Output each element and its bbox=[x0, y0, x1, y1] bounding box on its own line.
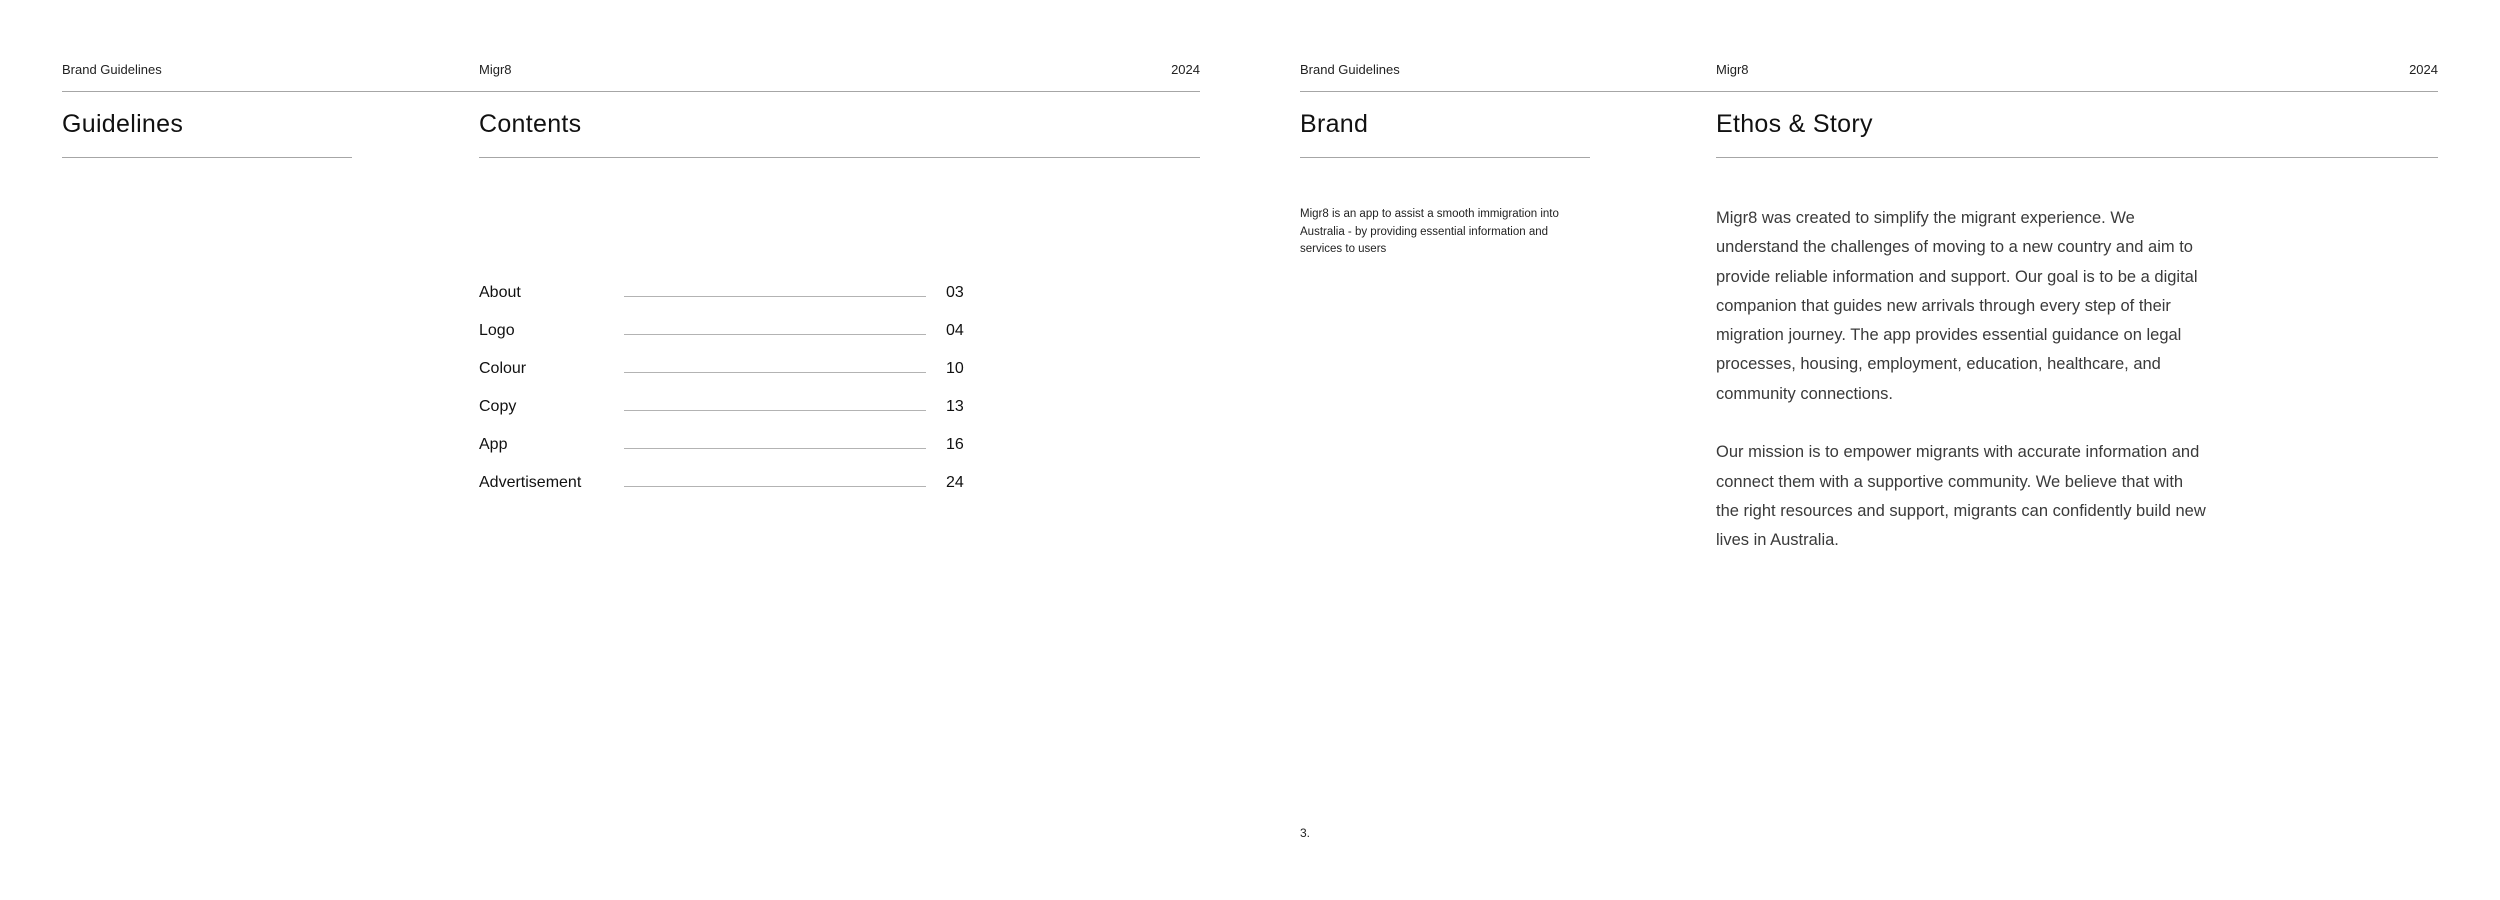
header-divider bbox=[62, 91, 1200, 92]
section-rule-left bbox=[62, 157, 352, 158]
table-of-contents bbox=[479, 284, 979, 512]
toc-page-number: 16 bbox=[946, 436, 964, 453]
section-title-brand: Brand bbox=[1300, 110, 1369, 138]
toc-label: About bbox=[479, 284, 521, 301]
header-year: 2024 bbox=[1171, 62, 1200, 77]
section-rule-right bbox=[479, 157, 1200, 158]
brand-summary: Migr8 is an app to assist a smooth immigration into Australia - by providing essential information and services to users bbox=[1300, 208, 1559, 255]
toc-label: Logo bbox=[479, 322, 515, 339]
header-year: 2024 bbox=[2409, 62, 2438, 77]
toc-label: App bbox=[479, 436, 508, 453]
page-number: 3. bbox=[1300, 826, 1311, 840]
toc-item-colour[interactable] bbox=[479, 360, 979, 398]
toc-leader-line bbox=[624, 486, 926, 487]
toc-label: Colour bbox=[479, 360, 527, 377]
body-paragraph: Our mission is to empower migrants with accurate information and connect them with a supportive community. We believe that with the right resources and support, migrants can confidently build new lives in Australia. bbox=[1716, 443, 2206, 550]
toc-label: Copy bbox=[479, 398, 517, 415]
section-title-contents: Contents bbox=[479, 110, 582, 138]
header-brand-guidelines: Brand Guidelines bbox=[1300, 62, 1400, 77]
ethos-story-body bbox=[1716, 204, 2206, 556]
toc-item-app[interactable] bbox=[479, 436, 979, 474]
section-rule-right bbox=[1716, 157, 2438, 158]
header-app-name: Migr8 bbox=[479, 62, 512, 77]
toc-item-logo[interactable] bbox=[479, 322, 979, 360]
toc-leader-line bbox=[624, 372, 926, 373]
toc-page-number: 24 bbox=[946, 474, 964, 491]
section-rule-left bbox=[1300, 157, 1590, 158]
body-paragraph: Migr8 was created to simplify the migrant experience. We understand the challenges of moving to a new country and aim to provide reliable information and support. Our goal is to be a digital companion that guides new arrivals through every step of their migration journey. The app provides essential guidance on legal processes, housing, employment, education, healthcare, and community connections. bbox=[1716, 209, 2198, 403]
toc-page-number: 13 bbox=[946, 398, 964, 415]
toc-leader-line bbox=[624, 334, 926, 335]
toc-page-number: 03 bbox=[946, 284, 964, 301]
toc-leader-line bbox=[624, 410, 926, 411]
toc-label: Advertisement bbox=[479, 474, 582, 491]
section-title-ethos-story: Ethos & Story bbox=[1716, 110, 1873, 138]
toc-item-about[interactable] bbox=[479, 284, 979, 322]
toc-item-advertisement[interactable] bbox=[479, 474, 979, 512]
header-brand-guidelines: Brand Guidelines bbox=[62, 62, 162, 77]
toc-leader-line bbox=[624, 448, 926, 449]
toc-page-number: 04 bbox=[946, 322, 964, 339]
toc-page-number: 10 bbox=[946, 360, 964, 377]
section-title-guidelines: Guidelines bbox=[62, 110, 184, 138]
toc-leader-line bbox=[624, 296, 926, 297]
header-app-name: Migr8 bbox=[1716, 62, 1749, 77]
toc-item-copy[interactable] bbox=[479, 398, 979, 436]
header-divider bbox=[1300, 91, 2438, 92]
